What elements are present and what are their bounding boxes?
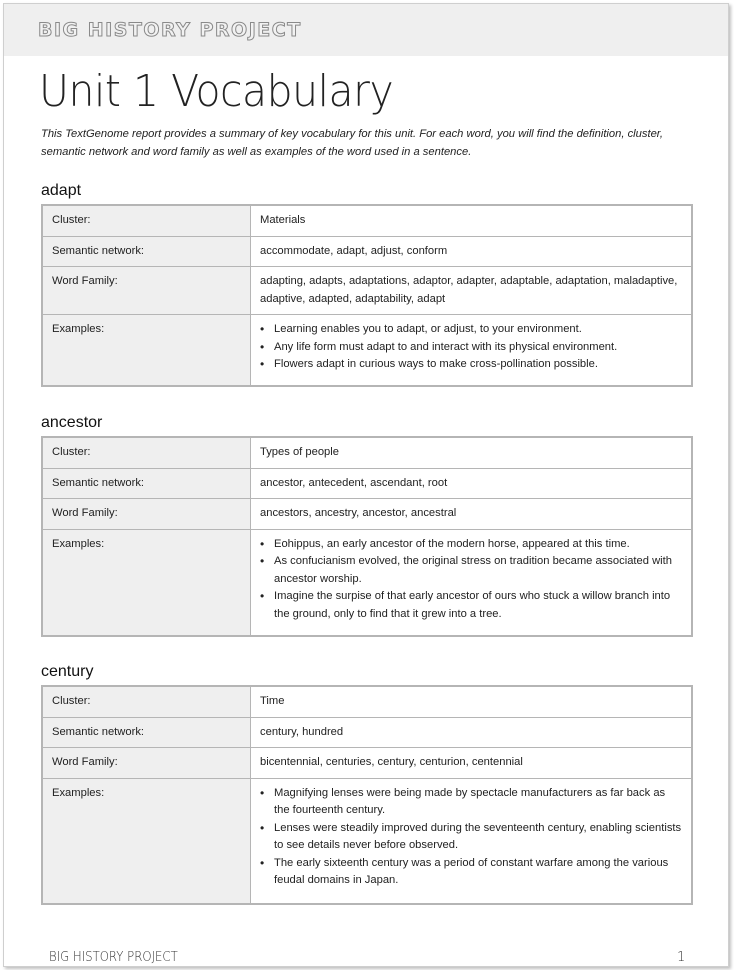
- table-row-word-family: [42, 499, 692, 530]
- row-label: Semantic network:: [42, 236, 251, 267]
- example-item: • Imagine the surpise of that early ancestor of ours who stuck a willow branch into the ground, only to find that it grew into a tree.: [274, 588, 682, 623]
- semantic-network-value: ancestor, antecedent, ascendant, root: [251, 468, 693, 499]
- row-label: Cluster:: [42, 205, 251, 236]
- example-item: • Flowers adapt in curious ways to make cross-pollination possible.: [274, 356, 682, 374]
- examples-list: [260, 536, 682, 624]
- example-item: • As confucianism evolved, the original stress on tradition became associated with ancestor worship.: [274, 553, 682, 588]
- row-label: Examples:: [42, 315, 251, 387]
- table-row-cluster: [42, 205, 692, 236]
- table-row-cluster: [42, 437, 692, 468]
- cluster-value: Types of people: [251, 437, 693, 468]
- example-item: • Lenses were steadily improved during the seventeenth century, enabling scientists to see details never before observed.: [274, 820, 682, 855]
- row-label: Word Family:: [42, 748, 251, 779]
- row-label: Semantic network:: [42, 468, 251, 499]
- table-row-semantic-network: [42, 717, 692, 748]
- examples-list: [260, 785, 682, 890]
- footer-brand: BIG HISTORY PROJECT: [49, 950, 178, 965]
- table-row-word-family: [42, 267, 692, 315]
- row-label: Word Family:: [42, 499, 251, 530]
- table-row-cluster: [42, 686, 692, 717]
- word-family-value: ancestors, ancestry, ancestor, ancestral: [251, 499, 693, 530]
- cluster-value: Time: [251, 686, 693, 717]
- table-row-word-family: [42, 748, 692, 779]
- vocab-table: [41, 204, 693, 387]
- vocab-table: [41, 436, 693, 637]
- examples-cell: [251, 778, 693, 904]
- vocab-table: [41, 685, 693, 905]
- table-row-examples: [42, 315, 692, 387]
- example-item: • The early sixteenth century was a period of constant warfare among the various feudal domains in Japan.: [274, 855, 682, 890]
- header-logo: BIG HISTORY PROJECT: [38, 19, 302, 41]
- row-label: Word Family:: [42, 267, 251, 315]
- example-item: • Eohippus, an early ancestor of the modern horse, appeared at this time.: [274, 536, 682, 554]
- semantic-network-value: century, hundred: [251, 717, 693, 748]
- intro-paragraph: This TextGenome report provides a summary of key vocabulary for this unit. For each word, you will find the definition, cluster, semantic network and word family as well as examples of the word used in a sentence.: [41, 128, 664, 158]
- examples-cell: [251, 529, 693, 636]
- table-row-examples: [42, 778, 692, 904]
- vocab-word: century: [41, 663, 94, 680]
- vocab-word: adapt: [41, 182, 82, 199]
- cluster-value: Materials: [251, 205, 693, 236]
- page-number: 1: [677, 950, 686, 965]
- table-row-semantic-network: [42, 468, 692, 499]
- example-item: • Learning enables you to adapt, or adjust, to your environment.: [274, 321, 682, 339]
- row-label: Semantic network:: [42, 717, 251, 748]
- word-family-value: bicentennial, centuries, century, centurion, centennial: [251, 748, 693, 779]
- example-item: • Any life form must adapt to and interact with its physical environment.: [274, 339, 682, 357]
- row-label: Cluster:: [42, 437, 251, 468]
- example-item: • Magnifying lenses were being made by spectacle manufacturers as far back as the fourteenth century.: [274, 785, 682, 820]
- table-row-semantic-network: [42, 236, 692, 267]
- document-page: [3, 3, 729, 967]
- row-label: Examples:: [42, 778, 251, 904]
- page-header: [4, 4, 728, 56]
- vocab-word: ancestor: [41, 414, 103, 431]
- word-family-value: adapting, adapts, adaptations, adaptor, adapter, adaptable, adaptation, maladaptive, adaptive, adapted, adaptability, adapt: [251, 267, 693, 315]
- row-label: Cluster:: [42, 686, 251, 717]
- page-title: Unit 1 Vocabulary: [39, 66, 394, 117]
- examples-list: [260, 321, 682, 374]
- semantic-network-value: accommodate, adapt, adjust, conform: [251, 236, 693, 267]
- examples-cell: [251, 315, 693, 387]
- row-label: Examples:: [42, 529, 251, 636]
- table-row-examples: [42, 529, 692, 636]
